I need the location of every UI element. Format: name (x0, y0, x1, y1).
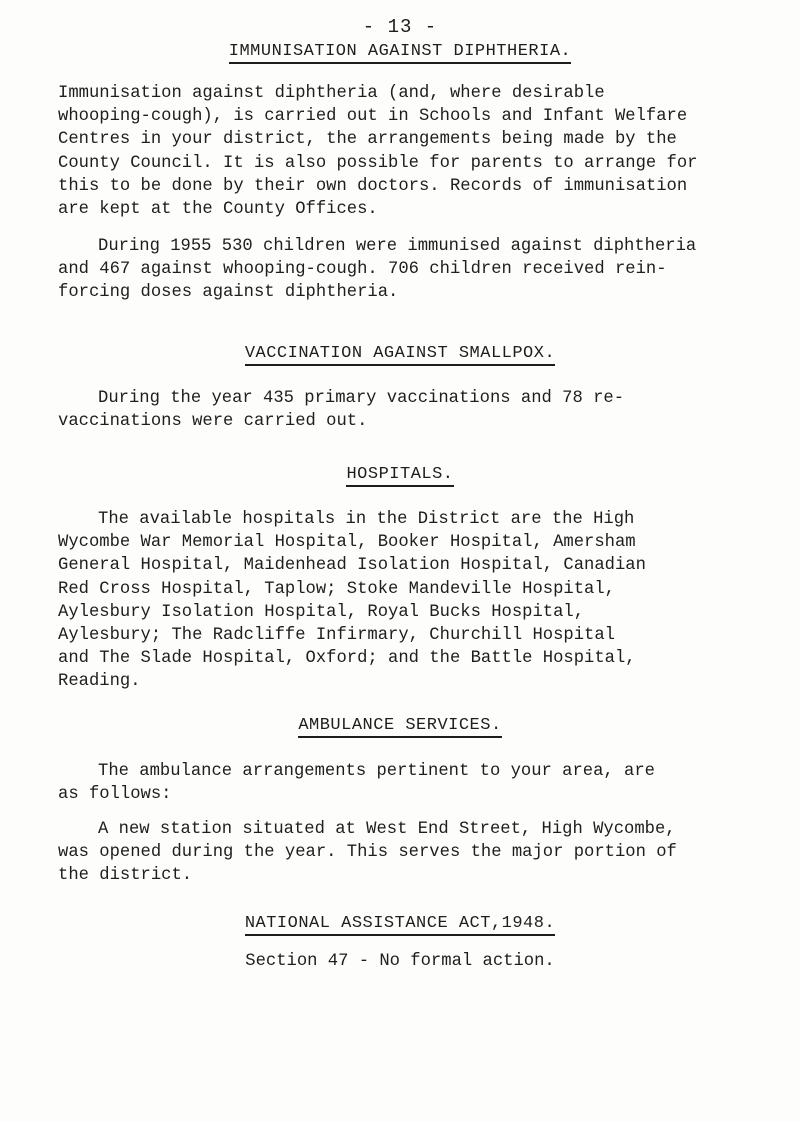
hospitals-paragraph: The available hospitals in the District are the High Wycombe War Memorial Hospital, Booker Hospital, Amersham General Hospital, Maidenhead Isolation Hospital, Canadian Red Cross Hospital, Taplow; Stoke Mandeville Hospital, Aylesbury Isolation Hospital, Royal Bucks Hospital, Aylesbury; The Radcliffe Infirmary, Churchill Hospital and The Slade Hospital, Oxford; and the Battle Hospital, Reading. (58, 510, 646, 692)
immunisation-statistics-paragraph: During 1955 530 children were immunised against diphtheria and 467 against whooping-cough. 706 children received rein- forcing doses against diphtheria. (58, 237, 697, 303)
heading-ambulance: AMBULANCE SERVICES. (0, 716, 800, 738)
heading-vaccination: VACCINATION AGAINST SMALLPOX. (0, 344, 800, 366)
vaccination-paragraph: During the year 435 primary vaccinations and 78 re- vaccinations were carried out. (58, 389, 625, 432)
ambulance-station-paragraph: A new station situated at West End Street, High Wycombe, was opened during the year. This serves the major portion of the district. (58, 820, 677, 886)
immunisation-paragraph: Immunisation against diphtheria (and, where desirable whooping-cough), is carried out in Schools and Infant Welfare Centres in your district, the arrangements being made by the County Council. It is also possible for parents to arrange for this to be done by their own doctors. Records of immunisation are kept at the County Offices. (58, 84, 698, 220)
heading-hospitals: HOSPITALS. (0, 465, 800, 487)
page-number: - 13 - (362, 16, 438, 38)
national-assistance-line: Section 47 - No formal action. (245, 952, 555, 971)
heading-national-assistance: NATIONAL ASSISTANCE ACT,1948. (0, 914, 800, 936)
ambulance-paragraph: The ambulance arrangements pertinent to your area, are as follows: (58, 762, 655, 805)
heading-immunisation: IMMUNISATION AGAINST DIPHTHERIA. (0, 42, 800, 64)
